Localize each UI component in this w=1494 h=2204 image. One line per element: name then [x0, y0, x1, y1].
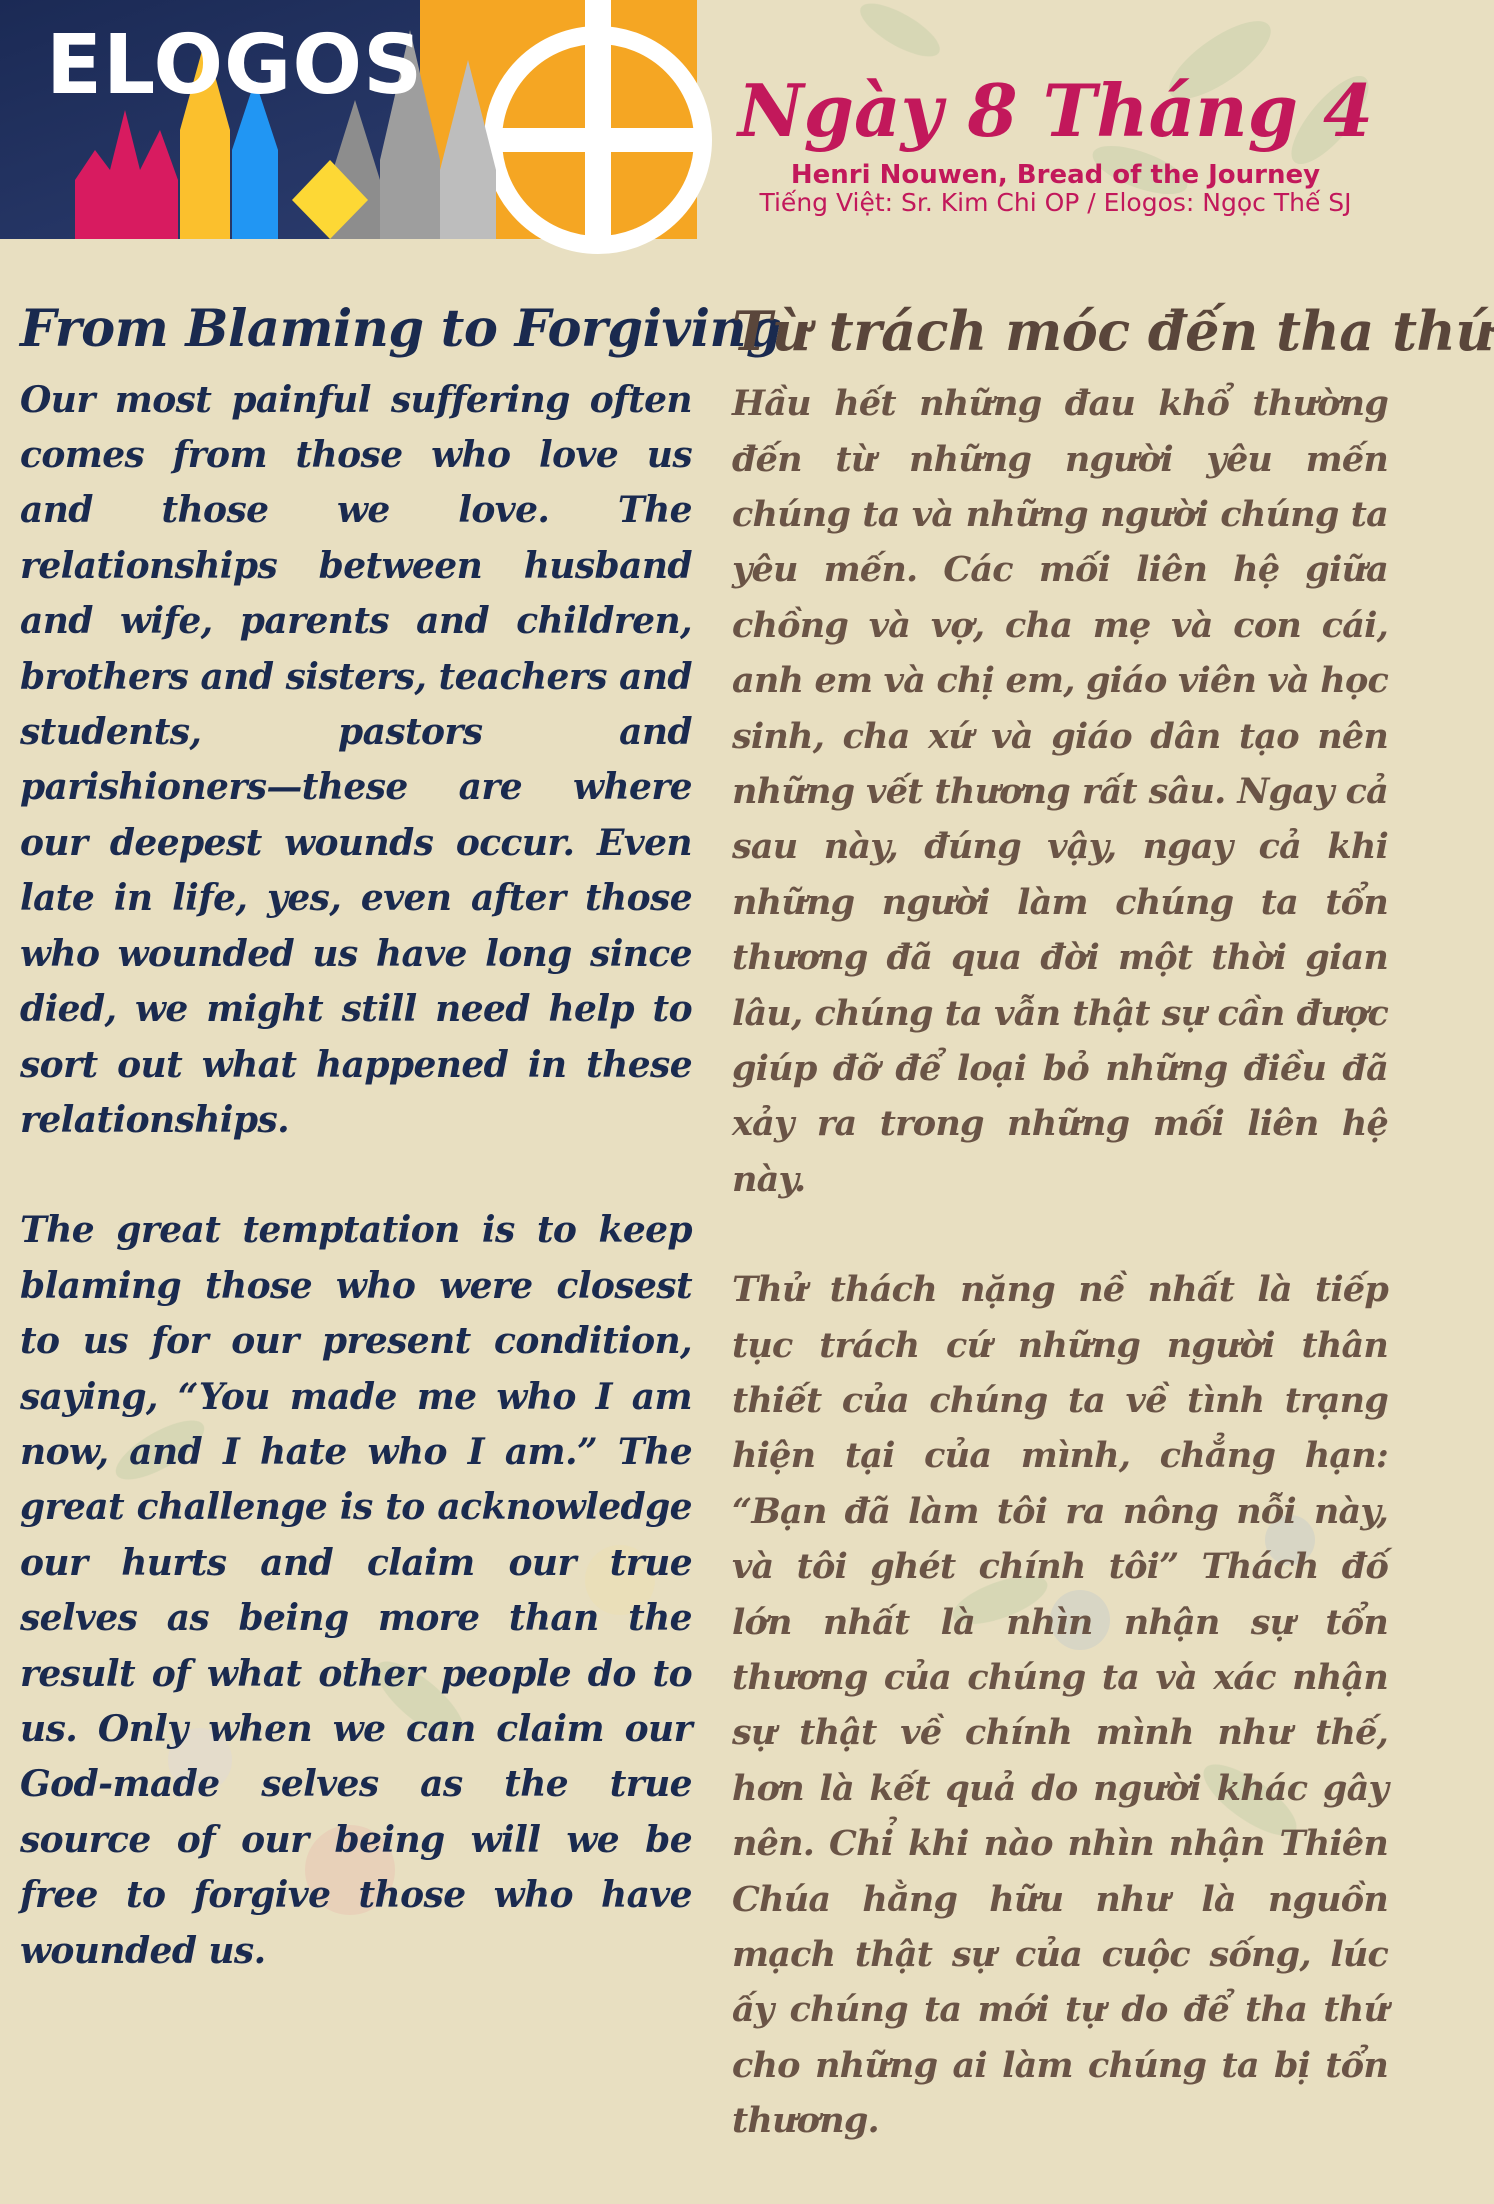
vietnamese-column [732, 299, 1494, 2204]
english-paragraph-2: The great temptation is to keep blaming those who were closest to us for our present condition, saying, “You made me who I am now, and I hate who I am.” The great challenge is to acknowledge our hurts and claim our true selves as being more than the result of what other people do to us. Only when we can claim our God-made selves as the true source of our being will we be free to forgive those who have wounded us. [20, 1209, 692, 1972]
elogos-logo [0, 0, 697, 239]
source-credit: Henri Nouwen, Bread of the Journey [790, 159, 1321, 190]
vietnamese-paragraph-2: Thử thách nặng nề nhất là tiếp tục trách cứ những người thân thiết của chúng ta về tình trạng hiện tại của mình, chẳng hạn: “Bạn đã làm tôi ra nông nỗi này, và tôi ghét chính tôi” Thách đố lớn nhất là nhìn nhận sự tổn thương của chúng ta và xác nhận sự thật về chính mình như thế, hơn là kết quả do người khác gây nên. Chỉ khi nào nhìn nhận Thiên Chúa hằng hữu như là nguồn mạch thật sự của cuộc sống, lúc ấy chúng ta mới tự do để tha thứ cho những ai làm chúng ta bị tổn thương. [732, 1269, 1388, 2142]
translation-credit: Tiếng Việt: Sr. Kim Chi OP / Elogos: Ngọc Thế SJ [759, 188, 1352, 218]
logo-wordmark: ELOGOS [46, 18, 424, 113]
vietnamese-title: Từ trách móc đến tha thứ [732, 299, 1494, 363]
date-title: Ngày 8 Tháng 4 [737, 68, 1374, 153]
header [697, 70, 1414, 218]
vietnamese-paragraph-1: Hầu hết những đau khổ thường đến từ những người yêu mến chúng ta và những người chúng ta yêu mến. Các mối liên hệ giữa chồng và vợ, cha mẹ và con cái, anh em và chị em, giáo viên và học sinh, cha xứ và giáo dân tạo nên những vết thương rất sâu. Ngay cả sau này, đúng vậy, ngay cả khi những người làm chúng ta tổn thương đã qua đời một thời gian lâu, chúng ta vẫn thật sự cần được giúp đỡ để loại bỏ những điều đã xảy ra trong những mối liên hệ này. [732, 383, 1388, 1200]
english-title: From Blaming to Forgiving [20, 299, 782, 359]
english-column [20, 299, 782, 2034]
english-paragraph-1: Our most painful suffering often comes from those who love us and those we love. The relationships between husband and wife, parents and children, brothers and sisters, teachers and students, pastors and parishioners—these are where our deepest wounds occur. Even late in life, yes, even after those who wounded us have long since died, we might still need help to sort out what happened in these relationships. [20, 378, 692, 1141]
